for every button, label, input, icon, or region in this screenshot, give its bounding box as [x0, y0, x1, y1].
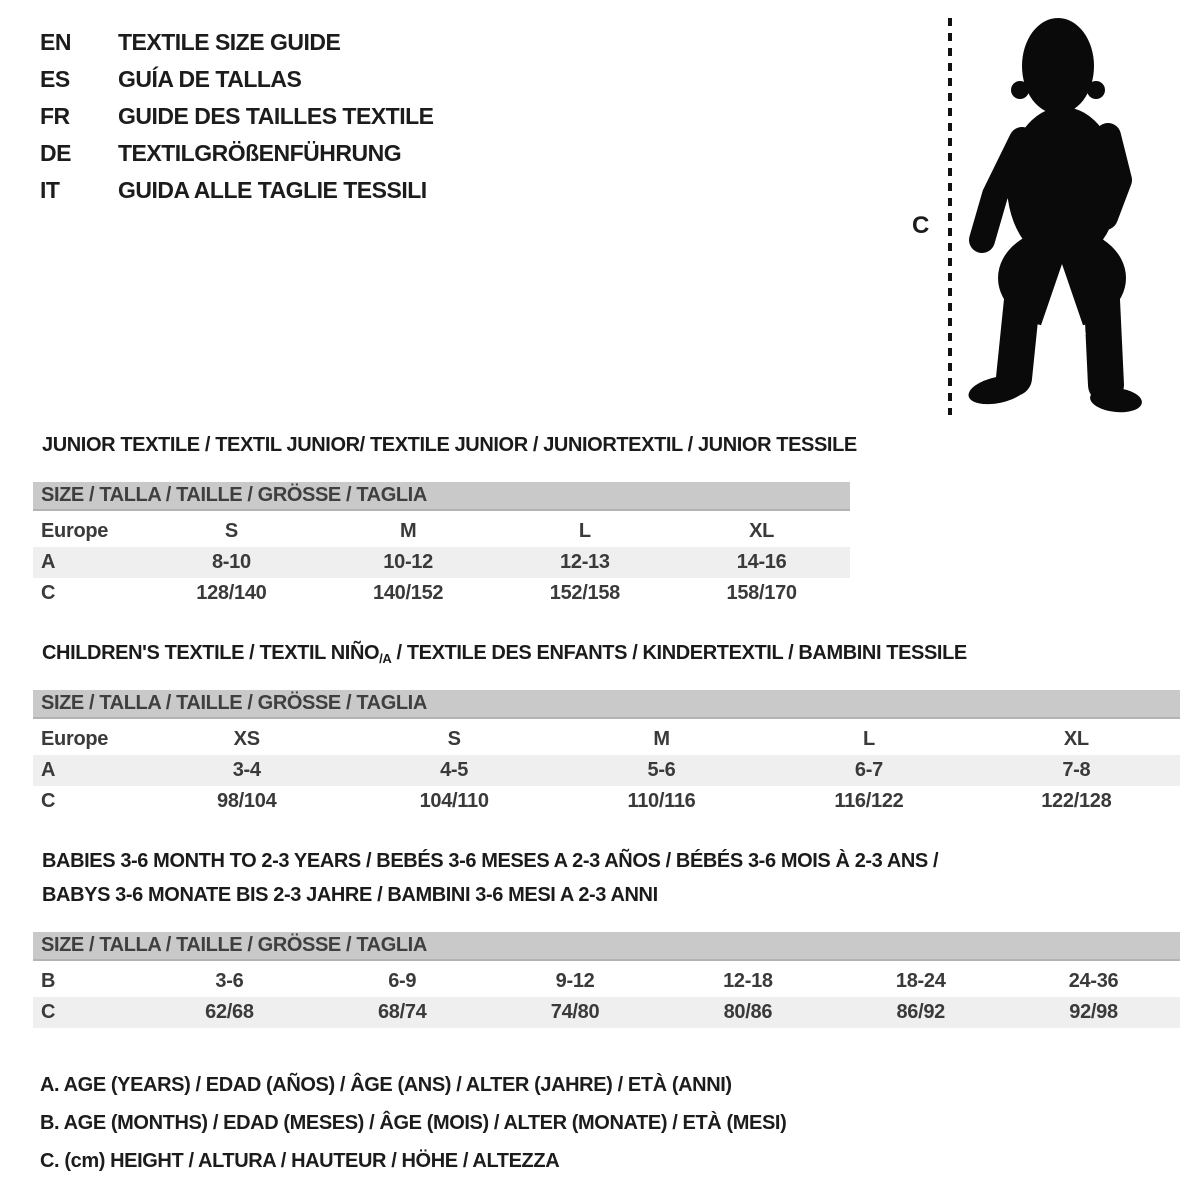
- table-cell: 80/86: [723, 1001, 773, 1023]
- table-row: [33, 578, 850, 609]
- table-cell: 10-12: [383, 551, 433, 573]
- table-cell: 7-8: [1062, 759, 1091, 781]
- language-code: ES: [40, 66, 70, 92]
- table-cell: 128/140: [196, 582, 267, 604]
- table-cell: 86/92: [896, 1001, 945, 1023]
- language-row: [40, 172, 434, 209]
- table-cell: 12-18: [723, 970, 773, 992]
- table-cell: 8-10: [211, 551, 251, 573]
- row-label: C: [41, 1001, 56, 1023]
- table-cell: M: [653, 728, 670, 750]
- children-section-title: [42, 642, 967, 666]
- row-label: A: [41, 551, 56, 573]
- table-row: [33, 786, 1180, 817]
- table-cell: L: [578, 520, 591, 542]
- row-label: A: [41, 759, 56, 781]
- table-cell: 62/68: [205, 1001, 254, 1023]
- language-title: GUIDE DES TAILLES TEXTILE: [118, 103, 434, 129]
- table-cell: S: [447, 728, 461, 750]
- legend-line-c: C. (cm) HEIGHT / ALTURA / HAUTEUR / HÖHE / ALTEZZA: [40, 1150, 560, 1172]
- height-measure-label: C: [912, 212, 930, 239]
- table-cell: 122/128: [1041, 790, 1112, 812]
- children-title-sub: /A: [379, 651, 392, 666]
- junior-section-title: JUNIOR TEXTILE / TEXTIL JUNIOR/ TEXTILE JUNIOR / JUNIORTEXTIL / JUNIOR TESSILE: [42, 434, 857, 456]
- table-cell: 68/74: [377, 1001, 427, 1023]
- table-row: [33, 966, 1180, 997]
- children-size-header: SIZE / TALLA / TAILLE / GRÖSSE / TAGLIA: [33, 690, 1180, 719]
- language-code: FR: [40, 103, 70, 129]
- junior-size-table: [33, 482, 850, 609]
- legend-line-a: A. AGE (YEARS) / EDAD (AÑOS) / ÂGE (ANS) / ALTER (JAHRE) / ETÀ (ANNI): [40, 1074, 732, 1096]
- measurement-legend: [40, 1066, 786, 1180]
- table-cell: XL: [749, 520, 775, 542]
- babies-section-title-line2: BABYS 3-6 MONATE BIS 2-3 JAHRE / BAMBINI 3-6 MESI A 2-3 ANNI: [42, 884, 658, 906]
- table-cell: 18-24: [895, 970, 946, 992]
- row-label: C: [41, 790, 56, 812]
- table-cell: M: [399, 520, 417, 542]
- table-cell: 104/110: [419, 790, 489, 812]
- table-row: [33, 724, 1180, 755]
- row-label: Europe: [41, 728, 109, 750]
- children-title-pre: CHILDREN'S TEXTILE / TEXTIL NIÑO: [42, 642, 380, 664]
- table-cell: 4-5: [440, 759, 469, 781]
- language-row: [40, 61, 434, 98]
- junior-size-header: SIZE / TALLA / TAILLE / GRÖSSE / TAGLIA: [33, 482, 850, 511]
- table-cell: 98/104: [217, 790, 277, 812]
- babies-section-title-line1: BABIES 3-6 MONTH TO 2-3 YEARS / BEBÉS 3-6 MESES A 2-3 AÑOS / BÉBÉS 3-6 MOIS À 2-3 ANS /: [42, 850, 939, 872]
- language-title: GUIDA ALLE TAGLIE TESSILI: [118, 177, 427, 203]
- language-code: EN: [40, 29, 71, 55]
- language-title: TEXTILE SIZE GUIDE: [118, 29, 341, 55]
- table-cell: 9-12: [555, 970, 595, 992]
- babies-size-table: [33, 932, 1180, 1028]
- language-title: GUÍA DE TALLAS: [118, 66, 302, 92]
- row-label: C: [41, 582, 56, 604]
- table-cell: 152/158: [549, 582, 620, 604]
- language-row: [40, 24, 434, 61]
- table-row: [33, 547, 850, 578]
- table-row: [33, 997, 1180, 1028]
- babies-size-header: SIZE / TALLA / TAILLE / GRÖSSE / TAGLIA: [33, 932, 1180, 961]
- language-code: DE: [40, 140, 71, 166]
- table-cell: 158/170: [726, 582, 797, 604]
- table-cell: 14-16: [736, 551, 787, 573]
- language-code: IT: [40, 177, 60, 203]
- table-cell: XS: [233, 728, 260, 750]
- table-row: [33, 516, 850, 547]
- table-cell: 3-4: [232, 759, 261, 781]
- legend-line-b: B. AGE (MONTHS) / EDAD (MESES) / ÂGE (MOIS) / ALTER (MONATE) / ETÀ (MESI): [40, 1112, 787, 1134]
- table-row: [33, 755, 1180, 786]
- row-label: Europe: [41, 520, 109, 542]
- language-title: TEXTILGRÖßENFÜHRUNG: [118, 140, 402, 166]
- table-cell: 6-9: [388, 970, 417, 992]
- table-cell: 110/116: [627, 790, 696, 812]
- table-cell: 140/152: [373, 582, 444, 604]
- language-header: [40, 24, 434, 209]
- table-cell: 74/80: [550, 1001, 600, 1023]
- table-cell: S: [224, 520, 238, 542]
- children-size-table: [33, 690, 1180, 817]
- table-cell: 3-6: [215, 970, 244, 992]
- language-row: [40, 98, 434, 135]
- table-cell: 116/122: [834, 790, 904, 812]
- table-cell: 6-7: [854, 759, 883, 781]
- children-title-post: / TEXTILE DES ENFANTS / KINDERTEXTIL / BAMBINI TESSILE: [391, 642, 967, 664]
- language-row: [40, 135, 434, 172]
- table-cell: 24-36: [1068, 970, 1119, 992]
- toddler-silhouette-icon: [900, 12, 1150, 422]
- table-cell: L: [862, 728, 875, 750]
- table-cell: 5-6: [647, 759, 676, 781]
- table-cell: XL: [1063, 728, 1089, 750]
- table-cell: 12-13: [560, 551, 610, 573]
- table-cell: 92/98: [1069, 1001, 1118, 1023]
- row-label: B: [41, 970, 56, 992]
